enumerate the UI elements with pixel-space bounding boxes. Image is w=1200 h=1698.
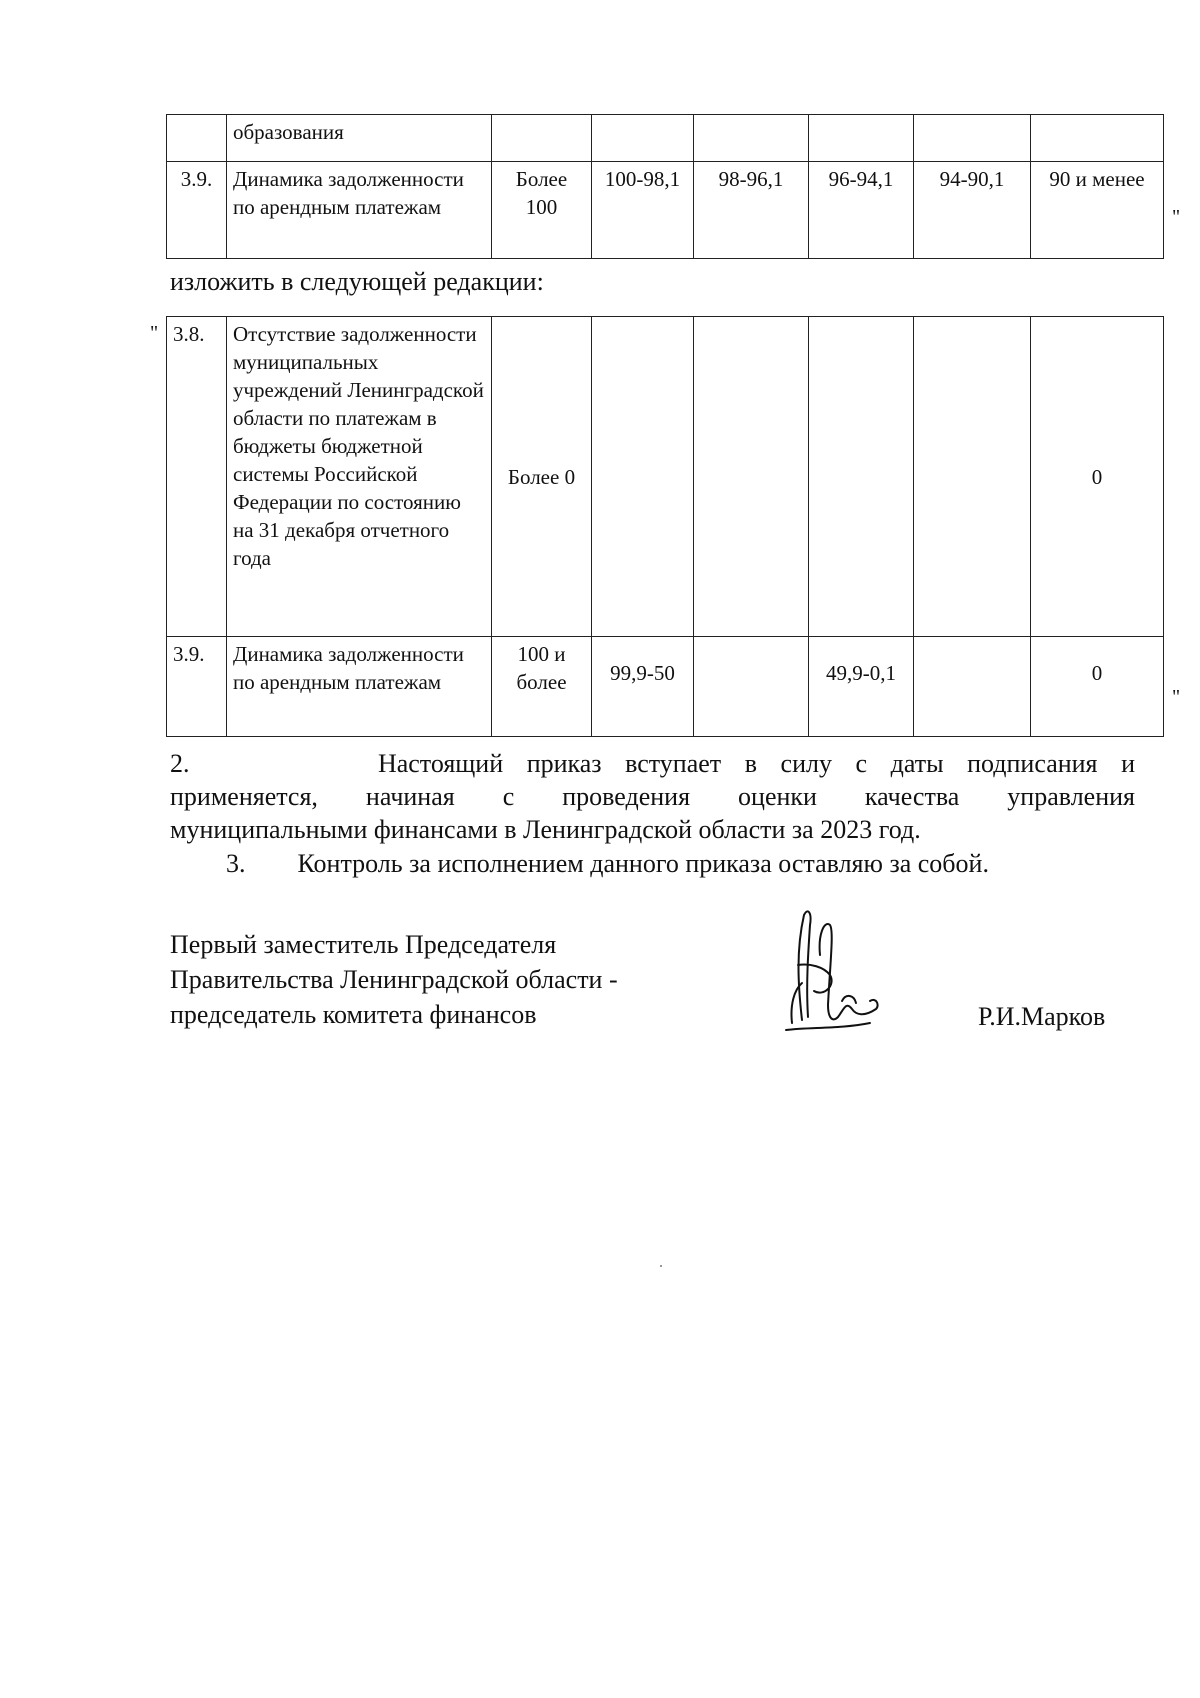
signer-name: Р.И.Марков	[978, 1002, 1106, 1031]
row-name: Динамика задолженности по арендным платежам	[227, 637, 492, 737]
table-cell: 100-98,1	[592, 162, 694, 259]
table-row	[167, 115, 1164, 162]
closing-quote: "	[1172, 686, 1181, 708]
paragraph-3: 3. Контроль за исполнением данного приказа оставляю за собой.	[226, 849, 989, 878]
handwritten-signature	[780, 905, 890, 1035]
table-new-version	[166, 316, 1164, 737]
table-cell	[809, 115, 914, 162]
row-number: 3.9.	[167, 637, 227, 737]
closing-quote: "	[1172, 206, 1181, 228]
intro-line: изложить в следующей редакции:	[170, 267, 544, 296]
table-cell	[914, 115, 1031, 162]
table-cell: 0	[1031, 637, 1164, 737]
row-number: 3.9.	[167, 162, 227, 259]
table-cell: 98-96,1	[694, 162, 809, 259]
table-cell	[694, 317, 809, 637]
table-cell: 0	[1031, 317, 1164, 637]
table-cell	[1031, 115, 1164, 162]
scan-speck	[660, 1265, 662, 1267]
row-number	[167, 115, 227, 162]
table-row	[167, 317, 1164, 637]
table-cell	[592, 115, 694, 162]
table-cell	[694, 637, 809, 737]
row-name: Динамика задолженности по арендным платежам	[227, 162, 492, 259]
table-row	[167, 637, 1164, 737]
row-name: образования	[227, 115, 492, 162]
table-cell: 99,9-50	[592, 637, 694, 737]
table-cell: 96-94,1	[809, 162, 914, 259]
table-cell	[592, 317, 694, 637]
paragraph-2-line-2: применяется, начиная с проведения оценки качества управления	[170, 782, 1135, 811]
table-row	[167, 162, 1164, 259]
table-cell: 100 и более	[492, 637, 592, 737]
table-cell: 49,9-0,1	[809, 637, 914, 737]
signer-position-line-2: Правительства Ленинградской области -	[170, 965, 618, 994]
table-cell: Более 100	[492, 162, 592, 259]
table-cell	[492, 115, 592, 162]
signer-position-line-1: Первый заместитель Председателя	[170, 930, 557, 959]
table-cell: 94-90,1	[914, 162, 1031, 259]
paragraph-2-line-3: муниципальными финансами в Ленинградской области за 2023 год.	[170, 815, 921, 844]
table-old-version	[166, 114, 1164, 259]
row-name: Отсутствие задолженности муниципальных учреждений Ленинградской области по платежам в бюджеты бюджетной системы Российской Федерации по состоянию на 31 декабря отчетного года	[227, 317, 492, 637]
table-cell	[914, 637, 1031, 737]
table-cell: Более 0	[492, 317, 592, 637]
table-cell	[809, 317, 914, 637]
opening-quote: "	[150, 322, 159, 344]
table-cell	[914, 317, 1031, 637]
paragraph-2-line-1: 2. Настоящий приказ вступает в силу с даты подписания и	[170, 749, 1135, 778]
table-cell	[694, 115, 809, 162]
signer-position-line-3: председатель комитета финансов	[170, 1000, 537, 1029]
table-cell: 90 и менее	[1031, 162, 1164, 259]
row-number: 3.8.	[167, 317, 227, 637]
